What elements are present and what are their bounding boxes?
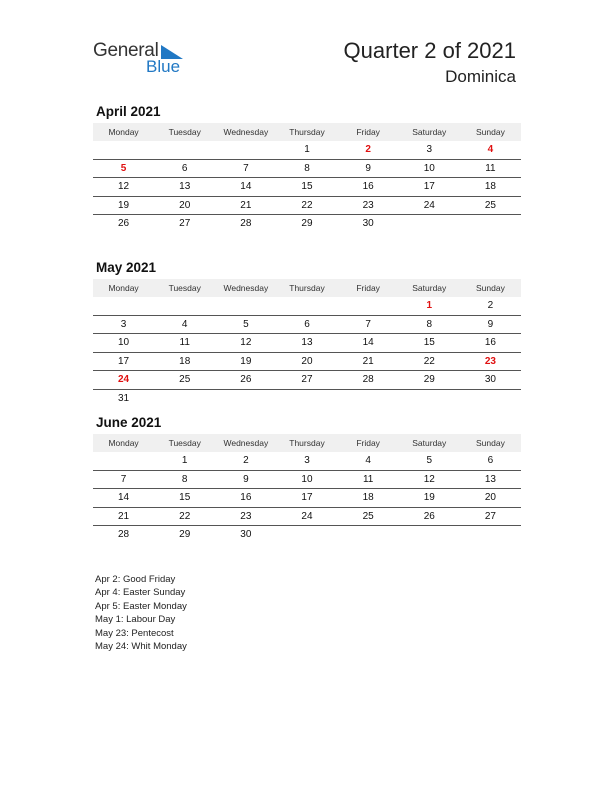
day-cell xyxy=(215,141,276,159)
day-cell: 13 xyxy=(301,337,313,348)
day-cell: 18 xyxy=(362,492,374,503)
day-cell xyxy=(154,297,215,315)
weekday-label: Thursday xyxy=(289,438,325,448)
calendar-week-row xyxy=(93,353,521,372)
day-cell: 29 xyxy=(179,529,191,540)
day-cell: 1 xyxy=(181,455,188,466)
calendar-week-row xyxy=(93,452,521,471)
weekday-label: Monday xyxy=(108,127,139,137)
calendar-week-row xyxy=(93,141,521,160)
day-cell: 13 xyxy=(179,181,191,192)
day-cell xyxy=(399,526,460,544)
day-cell: 23 xyxy=(484,355,496,367)
day-cell: 26 xyxy=(240,374,252,385)
day-cell: 26 xyxy=(423,510,435,522)
weekday-label: Friday xyxy=(356,283,380,293)
day-cell: 12 xyxy=(118,181,130,192)
holiday-note: Apr 2: Good Friday xyxy=(95,574,176,585)
calendar-week-row xyxy=(93,334,521,353)
page-title: Quarter 2 of 2021 xyxy=(343,38,516,63)
day-cell: 13 xyxy=(484,473,496,485)
day-cell: 18 xyxy=(179,355,191,367)
day-cell: 2 xyxy=(365,144,371,155)
month-title: May 2021 xyxy=(96,260,157,275)
calendar-week-row xyxy=(93,489,521,508)
day-cell xyxy=(399,215,460,233)
holiday-note: Apr 5: Easter Monday xyxy=(95,600,187,612)
day-cell: 24 xyxy=(118,374,130,385)
day-cell xyxy=(276,526,337,544)
day-cell: 25 xyxy=(179,374,191,385)
day-cell: 5 xyxy=(120,162,127,174)
calendar-week-row xyxy=(93,197,521,216)
day-cell: 16 xyxy=(240,492,252,503)
day-cell: 24 xyxy=(423,199,435,211)
weekday-label: Friday xyxy=(356,438,380,448)
holiday-note: May 1: Labour Day xyxy=(95,614,176,626)
holiday-notes xyxy=(95,573,187,653)
day-cell xyxy=(338,526,399,544)
day-cell xyxy=(338,297,399,315)
month-april xyxy=(93,103,521,233)
day-cell: 20 xyxy=(484,492,496,503)
day-cell: 16 xyxy=(362,181,374,192)
day-cell: 3 xyxy=(304,455,310,466)
month-title: June 2021 xyxy=(96,415,162,430)
day-cell: 17 xyxy=(118,355,130,367)
day-cell: 27 xyxy=(179,218,191,229)
day-cell: 9 xyxy=(243,473,249,485)
logo xyxy=(93,40,203,80)
month-june xyxy=(93,414,521,544)
day-cell xyxy=(93,141,154,159)
day-cell: 29 xyxy=(301,218,313,229)
calendar-grid xyxy=(93,297,521,407)
day-cell: 9 xyxy=(487,318,494,330)
day-cell xyxy=(276,390,337,408)
weekday-label: Saturday xyxy=(412,438,447,448)
calendar-week-row xyxy=(93,316,521,335)
day-cell: 15 xyxy=(179,492,191,503)
day-cell: 4 xyxy=(487,144,494,155)
weekday-label: Saturday xyxy=(412,127,447,137)
day-cell: 15 xyxy=(301,181,313,192)
month-may xyxy=(93,259,521,407)
weekday-label: Monday xyxy=(108,283,139,293)
day-cell: 11 xyxy=(362,473,374,485)
day-cell: 8 xyxy=(181,473,188,485)
weekday-label: Tuesday xyxy=(168,127,201,137)
weekday-label: Sunday xyxy=(475,438,505,448)
day-cell: 14 xyxy=(240,181,252,192)
day-cell: 28 xyxy=(362,374,374,385)
day-cell xyxy=(460,215,521,233)
day-cell: 10 xyxy=(301,473,313,485)
weekday-header xyxy=(93,123,521,141)
weekday-label: Monday xyxy=(108,438,139,448)
day-cell: 4 xyxy=(365,455,371,466)
day-cell: 17 xyxy=(301,492,313,503)
logo-blue-text: Blue xyxy=(146,57,181,76)
weekday-label: Wednesday xyxy=(223,127,269,137)
day-cell: 20 xyxy=(179,199,191,211)
day-cell: 6 xyxy=(304,318,310,330)
day-cell: 7 xyxy=(120,473,127,485)
day-cell: 19 xyxy=(118,199,130,211)
weekday-label: Saturday xyxy=(412,283,447,293)
day-cell: 7 xyxy=(243,162,249,174)
day-cell: 15 xyxy=(423,337,435,348)
calendar-week-row xyxy=(93,508,521,527)
country-name: Dominica xyxy=(445,67,516,86)
day-cell: 17 xyxy=(423,181,435,192)
day-cell: 16 xyxy=(484,337,496,348)
weekday-header xyxy=(93,279,521,297)
day-cell: 27 xyxy=(484,510,496,522)
day-cell: 11 xyxy=(485,162,496,174)
day-cell: 30 xyxy=(240,529,252,540)
day-cell: 4 xyxy=(181,318,188,330)
weekday-label: Tuesday xyxy=(168,438,201,448)
day-cell: 6 xyxy=(181,162,188,174)
day-cell xyxy=(215,297,276,315)
holiday-note: Apr 4: Easter Sunday xyxy=(95,587,186,599)
weekday-label: Sunday xyxy=(475,127,505,137)
day-cell xyxy=(154,141,215,159)
calendar-week-row xyxy=(93,471,521,490)
calendar-grid xyxy=(93,141,521,233)
weekday-label: Friday xyxy=(356,127,380,137)
weekday-label: Sunday xyxy=(475,283,505,293)
day-cell: 6 xyxy=(487,455,494,466)
day-cell: 5 xyxy=(426,455,433,466)
day-cell: 10 xyxy=(118,337,130,348)
weekday-label: Wednesday xyxy=(223,438,269,448)
day-cell: 27 xyxy=(301,374,313,385)
month-title: April 2021 xyxy=(96,104,161,119)
day-cell: 7 xyxy=(365,318,371,330)
calendar-week-row xyxy=(93,390,521,408)
day-cell xyxy=(93,297,154,315)
weekday-label: Thursday xyxy=(289,127,325,137)
day-cell: 31 xyxy=(118,392,130,404)
weekday-label: Thursday xyxy=(289,283,325,293)
day-cell xyxy=(276,297,337,315)
calendar-week-row xyxy=(93,215,521,233)
day-cell: 2 xyxy=(487,300,494,311)
day-cell: 23 xyxy=(362,199,374,211)
day-cell: 1 xyxy=(304,144,310,155)
day-cell: 24 xyxy=(301,510,313,522)
day-cell: 12 xyxy=(423,473,435,485)
logo-general-text: General xyxy=(93,40,159,61)
day-cell: 22 xyxy=(423,355,435,367)
calendar-week-row xyxy=(93,178,521,197)
day-cell: 26 xyxy=(118,218,130,229)
day-cell: 21 xyxy=(118,510,130,522)
calendar-week-row xyxy=(93,371,521,390)
holiday-note: May 24: Whit Monday xyxy=(95,641,187,653)
day-cell: 25 xyxy=(362,510,374,522)
calendar-week-row xyxy=(93,526,521,544)
holiday-note: May 23: Pentecost xyxy=(95,627,174,639)
day-cell: 3 xyxy=(120,318,127,330)
day-cell: 1 xyxy=(426,300,433,311)
day-cell: 14 xyxy=(118,492,130,503)
day-cell: 20 xyxy=(301,355,313,367)
calendar-grid xyxy=(93,452,521,544)
day-cell xyxy=(399,390,460,408)
day-cell: 2 xyxy=(243,455,249,466)
day-cell xyxy=(460,390,521,408)
day-cell: 19 xyxy=(423,492,435,503)
day-cell: 9 xyxy=(365,162,371,174)
day-cell: 8 xyxy=(426,318,433,330)
day-cell: 10 xyxy=(423,162,435,174)
weekday-label: Tuesday xyxy=(168,283,201,293)
day-cell: 8 xyxy=(304,162,310,174)
day-cell: 19 xyxy=(240,355,252,367)
weekday-header xyxy=(93,434,521,452)
day-cell: 5 xyxy=(243,318,249,330)
day-cell: 22 xyxy=(301,199,313,211)
day-cell: 3 xyxy=(426,144,433,155)
day-cell: 30 xyxy=(484,374,496,385)
calendar-week-row xyxy=(93,297,521,316)
day-cell xyxy=(338,390,399,408)
day-cell: 11 xyxy=(179,337,190,348)
day-cell: 12 xyxy=(240,337,252,348)
weekday-label: Wednesday xyxy=(223,283,269,293)
day-cell: 25 xyxy=(484,199,496,211)
day-cell: 30 xyxy=(362,218,374,229)
day-cell: 22 xyxy=(179,510,191,522)
day-cell: 21 xyxy=(362,355,374,367)
day-cell: 18 xyxy=(484,181,496,192)
day-cell: 23 xyxy=(240,510,252,522)
day-cell: 29 xyxy=(423,374,435,385)
day-cell xyxy=(93,452,154,470)
day-cell xyxy=(215,390,276,408)
day-cell xyxy=(154,390,215,408)
calendar-week-row xyxy=(93,160,521,179)
day-cell: 28 xyxy=(118,529,130,540)
day-cell: 14 xyxy=(362,337,374,348)
day-cell: 21 xyxy=(240,199,252,211)
day-cell xyxy=(460,526,521,544)
day-cell: 28 xyxy=(240,218,252,229)
